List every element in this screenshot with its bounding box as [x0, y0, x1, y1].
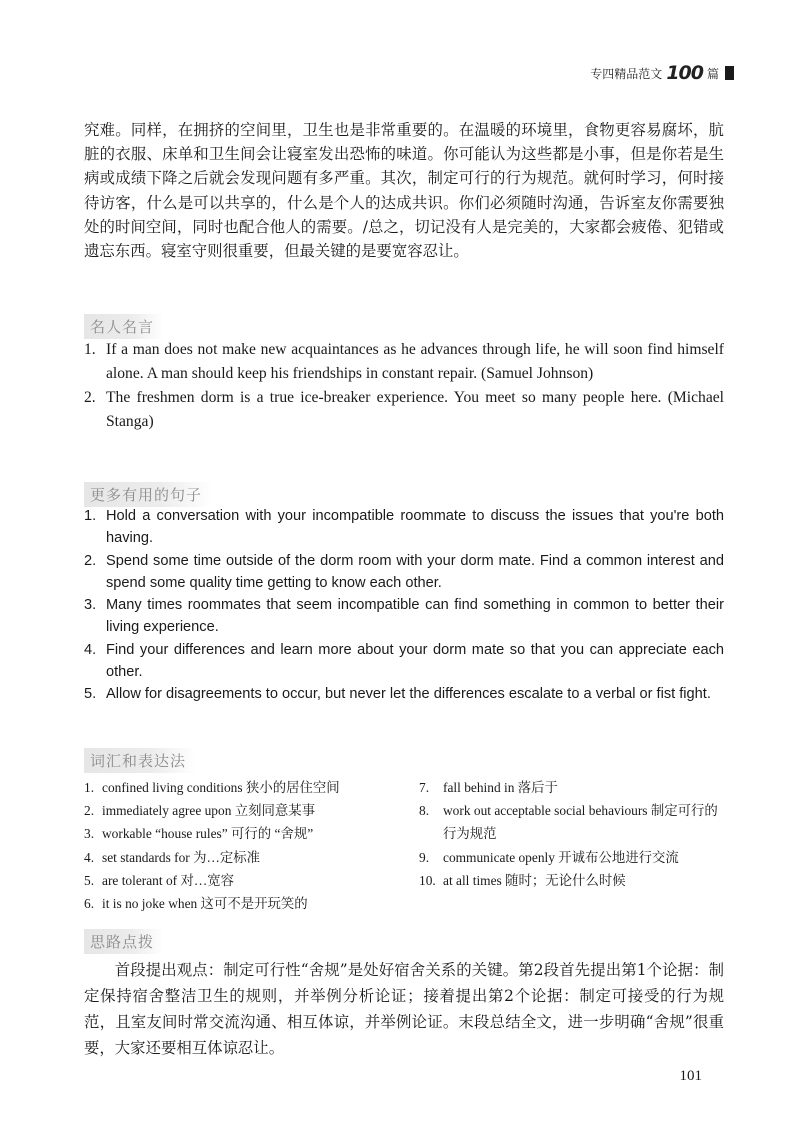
item-text: The freshmen dorm is a true ice-breaker experience. You meet so many people here. (Michael Stanga) — [106, 389, 724, 430]
running-header — [590, 62, 734, 84]
item-text: Many times roommates that seem incompatible can find something in common to better their living experience. — [106, 597, 724, 636]
item-number: 3. — [84, 826, 95, 842]
item-text: Spend some time outside of the dorm room with your dorm mate. Find a common interest and spend some quality time getting to know each other. — [106, 552, 724, 591]
item-number: 1. — [84, 780, 95, 795]
item-number: 4. — [84, 641, 97, 658]
item-number: 7. — [419, 780, 430, 795]
list-item — [419, 776, 724, 799]
list-item — [84, 869, 404, 892]
item-text: fall behind in 落后于 — [443, 780, 558, 795]
item-number: 8. — [419, 803, 430, 819]
vocab-column-left — [84, 776, 404, 915]
list-item — [84, 799, 404, 822]
item-number: 3. — [84, 597, 97, 614]
item-number: 2. — [84, 389, 96, 406]
list-item — [419, 799, 724, 845]
vocab-column-right — [419, 776, 724, 915]
series-label: 专四精品范文 — [590, 66, 663, 81]
series-suffix: 篇 — [706, 66, 719, 81]
item-text: communicate openly 开诚布公地进行交流 — [443, 849, 679, 865]
list-item — [419, 846, 724, 869]
header-mark-icon — [725, 66, 734, 80]
list-item — [84, 822, 404, 845]
list-item — [84, 386, 724, 434]
item-number: 1. — [84, 341, 96, 358]
item-text: are tolerant of 对…宽容 — [102, 872, 235, 888]
item-text: at all times 随时；无论什么时候 — [443, 872, 626, 888]
item-number: 4. — [84, 849, 95, 865]
analysis-paragraph: 首段提出观点：制定可行性“舍规”是处好宿舍关系的关键。第2段首先提出第1个论据：制定保持宿舍整洁卫生的规则，并举例分析论证；接着提出第2个论据：制定可接受的行为规范，且室友间时常交流沟通、相互体谅，并举例论证。末段总结全文，进一步明确“舍规”很重要，大家还要相互体谅忍让。 — [84, 961, 724, 1057]
item-number: 2. — [84, 552, 97, 569]
item-text: immediately agree upon 立刻同意某事 — [102, 803, 316, 819]
main-paragraph: 究难。同样，在拥挤的空间里，卫生也是非常重要的。在温暖的环境里，食物更容易腐坏，肮脏的衣服、床单和卫生间会让寝室发出恐怖的味道。你可能认为这些都是小事，但是你若是生病或成绩下降之后就会发现问题有多严重。其次，制定可行的行为规范。就何时学习，何时接待访客，什么是可以共享的，什么是个人的达成共识。你们必须随时沟通，告诉室友你需要独处的时间空间，同时也配合他人的需要。/总之，切记没有人是完美的，大家都会疲倦、犯错或遗忘东西。寝室守则很重要，但最关键的是要宽容忍让。 — [84, 121, 724, 261]
item-text: Find your differences and learn more about your dorm mate so that you can appreciate each other. — [106, 641, 724, 681]
series-number: 100 — [666, 62, 703, 84]
item-text: Allow for disagreements to occur, but never let the differences escalate to a verbal or fist fight. — [106, 686, 711, 703]
item-text: confined living conditions 狭小的居住空间 — [102, 780, 340, 795]
page-number: 101 — [679, 1068, 702, 1084]
item-text: workable “house rules” 可行的 “舍规” — [102, 826, 314, 842]
item-number: 10. — [419, 872, 436, 888]
list-item — [84, 505, 724, 550]
list-item — [84, 594, 724, 639]
section-title-analysis: 思路点拨 — [84, 929, 164, 954]
vocab-table — [84, 776, 724, 915]
section-title-sentences: 更多有用的句子 — [84, 482, 212, 507]
sentences-list — [84, 505, 724, 706]
item-number: 9. — [419, 849, 430, 865]
list-item — [84, 776, 404, 799]
list-item — [84, 892, 404, 915]
section-title-vocab: 词汇和表达法 — [84, 748, 196, 773]
list-item — [419, 869, 724, 892]
list-item — [84, 683, 724, 705]
item-number: 6. — [84, 896, 95, 912]
item-text: If a man does not make new acquaintances as he advances through life, he will soon find himself alone. A man should keep his friendships in constant repair. (Samuel Johnson) — [106, 341, 724, 382]
item-text: work out acceptable social behaviours 制定可行的行为规范 — [443, 803, 718, 842]
list-item — [84, 550, 724, 595]
item-number: 5. — [84, 686, 97, 703]
quotes-list — [84, 338, 724, 434]
item-number: 2. — [84, 803, 95, 819]
section-title-quotes: 名人名言 — [84, 314, 164, 339]
list-item — [84, 846, 404, 869]
item-text: it is no joke when 这可不是开玩笑的 — [102, 896, 308, 912]
list-item — [84, 338, 724, 386]
item-number: 1. — [84, 508, 97, 524]
list-item — [84, 639, 724, 684]
item-text: set standards for 为…定标准 — [102, 849, 261, 865]
item-number: 5. — [84, 872, 95, 888]
item-text: Hold a conversation with your incompatible roommate to discuss the issues that you're both having. — [106, 508, 724, 547]
